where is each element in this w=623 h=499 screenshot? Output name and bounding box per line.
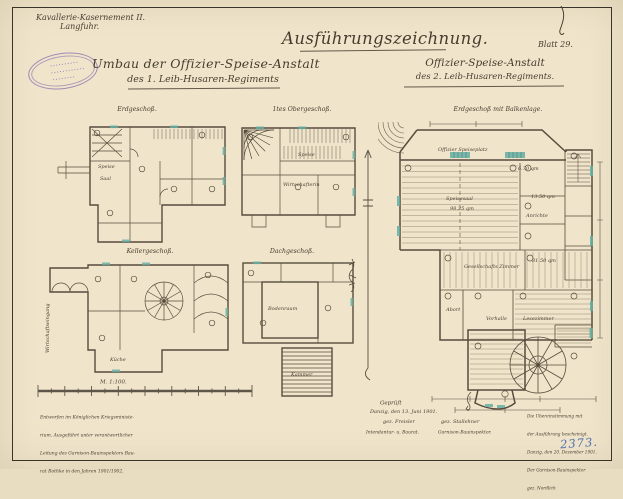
site-block [36, 13, 145, 31]
stamp-text-3: ∙∙∙∙∙∙∙∙ [52, 75, 77, 82]
site-line2: Langfuhr. [60, 22, 145, 31]
room-label-lesezimmer: Lesezimmer [523, 316, 554, 322]
room-area-anrichte: 13.50 qm [531, 194, 555, 200]
room-label-anrichte: Anrichte [526, 213, 548, 219]
room-label-abort: Abort [446, 307, 460, 313]
left-title-line2: des 1. Leib-Husaren-Regiments [92, 74, 314, 85]
stamp-text-2: ∙∙∙∙∙∙∙∙∙∙∙∙ [51, 68, 76, 75]
design-note-line2: rium. Ausgeführt unter verantwortlicher [40, 433, 133, 436]
kellergeschoss-plan-drawing [42, 253, 237, 375]
certify-note-line2: der Ausführung bescheinigt. [527, 432, 588, 434]
dachgeschoss-plan-drawing [233, 253, 365, 403]
certify-note-line4: Der Garnison-Bauinspektor [527, 468, 585, 470]
plan-title-dachgeschoss-text: Dachgeschoß. [261, 248, 323, 255]
approval-signature-right: gez. Stallehner [441, 419, 479, 425]
right-title-line2: des 2. Leib-Husaren-Regiments. [396, 72, 574, 82]
main-title: Ausführungszeichnung. [282, 29, 462, 48]
plan-erdgeschoss [52, 113, 228, 253]
sheet-number: Blatt 29. [538, 40, 573, 49]
approval-role-left: Intendantur- u. Baurat. [366, 430, 419, 435]
room-label-saal: Saal [100, 176, 111, 182]
left-title-block [92, 56, 314, 85]
archive-number: 2373. [560, 435, 599, 452]
balkenlage-plan-drawing [378, 106, 608, 411]
left-title-line1: Umbau der Offizier-Speise-Anstalt [92, 56, 314, 71]
room-area-stair: 6.70 qm [518, 166, 539, 172]
approval-role-right: Garnison-Bauinspektor. [438, 430, 492, 435]
certify-note-line1: Die Übereinstimmung mit [527, 414, 582, 416]
room-label-gesellschafts-zimmer: Gesellschafts Zimmer [464, 264, 519, 270]
design-note [40, 410, 190, 482]
approval-signature-left: gez. Freisler [383, 419, 415, 425]
room-label-kammer: Kammer [291, 372, 313, 378]
stamp-text-1: ∙∙∙∙∙∙∙∙∙∙ [50, 61, 75, 68]
plan-obergeschoss [228, 113, 373, 238]
plan-title-erdgeschoss-text: Erdgeschoß. [109, 106, 165, 113]
plan-title-kellergeschoss-text: Kellergeschoß. [119, 248, 181, 255]
scale-label: M. 1:100. [100, 379, 127, 385]
plan-balkenlage [378, 106, 608, 411]
room-area-speisesaal: 98.25 qm [450, 206, 474, 212]
certify-note-line3: Danzig, den 20. Dezember 1901. [527, 450, 597, 452]
scale-label-block [100, 374, 149, 392]
main-title-block [282, 29, 462, 48]
certify-note [527, 409, 607, 499]
plan-title-obergeschoss-text: 1tes Obergeschoß. [271, 106, 333, 113]
room-label-bodenraum: Bodenraum [268, 306, 297, 312]
site-line1: Kavallerie-Kasernement II. [36, 13, 145, 22]
design-note-line3: Leitung des Garnison-Bauinspektors Bau- [40, 451, 135, 454]
right-title-block [396, 57, 574, 82]
plan-dachgeschoss [233, 253, 365, 403]
room-label-kueche: Küche [110, 357, 126, 363]
room-label-speisesaal: Speisesaal [446, 196, 473, 202]
sheet-number-block [538, 34, 573, 52]
approval-date: Danzig, den 13. Juni 1901. [370, 409, 437, 415]
plan-kellergeschoss [42, 253, 237, 375]
room-area-gesellschaft: 31.50 qm [532, 258, 556, 264]
right-title-line1: Offizier-Speise-Anstalt [396, 57, 574, 69]
design-note-line1: Entworfen im Königlichen Kriegsministe- [40, 415, 134, 418]
certify-note-line5: gez. Nordlich [527, 486, 556, 488]
room-label-wirtschafterin: Wirtschafterin [283, 182, 320, 188]
room-label-offizier-speiseplatz: Offizier Speiseplatz [438, 147, 488, 153]
room-label-vorhalle: Vorhalle [486, 316, 507, 322]
room-label-speise-og: Speise [298, 152, 315, 158]
erdgeschoss-plan-drawing [52, 113, 228, 253]
design-note-line4: rat Rothke in den Jahren 1901/1902. [40, 469, 124, 472]
plan-title-balkenlage-text: Erdgeschoß mit Balkenlage. [454, 106, 531, 113]
obergeschoss-plan-drawing [228, 113, 373, 238]
approval-checked: Geprüft [380, 400, 402, 406]
room-label-speise: Speise [98, 164, 115, 170]
room-label-wirtschaftseingang: Wirtschaftseingang [45, 304, 51, 353]
